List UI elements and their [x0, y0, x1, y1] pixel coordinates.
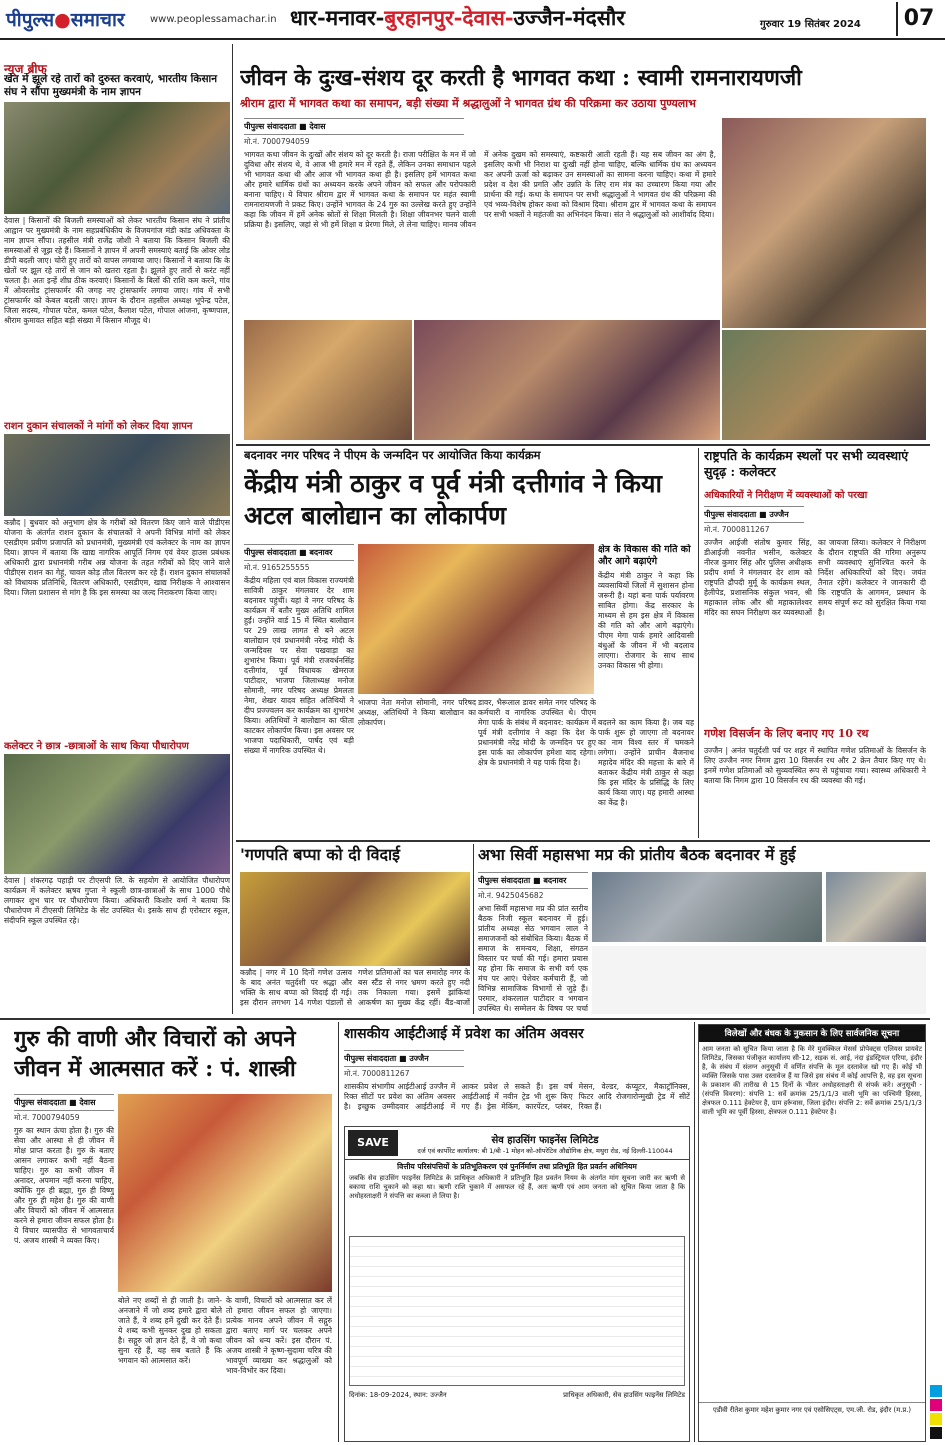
lead-photo-caption: भाजपा नेता मनोज सोमानी, नगर परिषद अध्यक्ष, अतिथियों ने किया बालोद्यान का लोकार्पण। — [358, 698, 476, 727]
guru-body-col3: के वाणी, विचारों को आत्मसात कर लें तो हमारा जीवन सफल हो जाएगा। प्रत्येक मानव अपने जीवन में सद्गुरु द्वारा बताए मार्ग पर चलकर अपने जीवन को धन्य करें। इस दौरान पं. अजय शास्त्री ने कृष्ण-सुदामा चरित्र की भावपूर्ण व्याख्या कर श्रद्धालुओं को भाव-विभोर कर दिया। — [226, 1296, 332, 1375]
lead-headline: केंद्रीय मंत्री ठाकुर व पूर्व मंत्री दत्तीगांव ने किया अटल बालोद्यान का लोकार्पण — [244, 469, 662, 530]
save-logo-icon: SAVE — [348, 1130, 398, 1156]
lead-body-col1: पीपुल्स संवाददाता ■ बदनावर मो.नं. 9165255555 केंद्रीय महिला एवं बाल विकास राज्यमंत्री सावित्री ठाकुर मंगलवार देर शाम बदनावर पहुंचीं। यहां वे नगर परिषद के कार्यक्रम में बतौर मुख्य अतिथि शामिल हुईं। उन्होंने वार्ड 15 में स्थित बालोद्यान पर 29 लाख लागत से बने अटल बालोद्यान एवं प्रधानमंत्री नरेन्द्र मोदी के जन्मदिवस पर सेवा पखवाड़ा का शुभारंभ किया। पूर्व मंत्री राजवर्धनसिंह दत्तीगांव, पूर्व विधायक खेमराज पाटीदार, भाजपा जिलाध्यक्ष मनोज सोमानी, नगर परिषद अध्यक्ष प्रेमलता नेमा, शेखर यादव सहित अतिथियों ने दीप प्रज्ज्वलन कर कार्यक्रम का शुभारंभ किया। अतिथियों ने बालोद्यान का फीता काटकर लोकार्पण किया। इस अवसर पर भाजपा पदाधिकारी, पार्षद एवं बड़ी संख्या में नागरिक उपस्थित थे। — [244, 544, 354, 836]
ganpati-headline: 'गणपति बप्पा को दी विदाई — [240, 845, 401, 864]
abhas-body: पीपुल्स संवाददाता ■ बदनावर मो.नं. 9425045682 अभा सिर्वी महासभा मप्र की प्रांत स्तरीय बैठक निजी स्कूल बदनावर में हुई। प्रांतीय अध्यक्ष सेठ भगवान लाल ने समाजजनों को संबोधित किया। बैठक में समाज के समन्वय, शिक्षा, संगठन विस्तार पर चर्चा की गई। हमारा प्रयास यह होना कि समाज के सभी वर्ग एक मंच पर आएं। पेशेवर कर्मचारी हैं, जो विभिन्न सामाजिक विभागों से जुड़े हैं। परमार, शंकरलाल पाटीदार व भगवान उपस्थित थे। सम्मेलन के विषय पर चर्चा — [478, 872, 588, 1014]
newspaper-logo[interactable]: पीपुल्स●समाचार — [6, 9, 125, 31]
abhas-headline: अभा सिर्वी महासभा मप्र की प्रांतीय बैठक बदनावर में हुई — [478, 845, 796, 864]
section-divider — [236, 840, 930, 842]
masthead — [0, 0, 945, 40]
column-divider — [232, 44, 233, 1014]
column-divider — [698, 448, 699, 838]
edition-title: धार-मनावर-बुरहानपुर-देवास-उज्जैन-मंदसौर — [290, 5, 625, 30]
inauguration-photo — [358, 544, 594, 694]
guru-body-col2: बोले नए शब्दों से ही जाती है। जाने-अनजाने में जो शब्द हमारे द्वारा बोले जाते हैं, वे शब्द हमें दुखी कर देते हैं। ये शब्द कभी सुनकर दुख हो सकता है। सद्गुरु जो ज्ञान देते हैं, वे जो कथा सुना रहे हैं, यह सब बताते हैं कि भगवान को आत्मसात करें। — [118, 1296, 222, 1365]
pandit-shastri-photo — [118, 1094, 332, 1292]
section-label: न्यूज ब्रीफ — [4, 62, 47, 76]
right-story-text: पीपुल्स संवाददाता ■ उज्जैन मो.नं. 7000811267 उज्जैन आईजी संतोष कुमार सिंह, डीआईजी नवनीत भसीन, कलेक्टर नीरज कुमार सिंह और पुलिस अधीक्षक प्रदीप शर्मा ने मंगलवार देर शाम को राष्ट्रपति द्रौपदी मुर्मू के कार्यक्रम स्थल, हेलीपेड, प्रशासनिक संकुल भवन, श्री महाकाल लोक और श्री महाकालेश्वर मंदिर का सघन निरीक्षण कर व्यवस्थाओं का जायजा लिया। कलेक्टर ने निरीक्षण के दौरान राष्ट्रपति की गरिमा अनुरूप सभी व्यवस्थाएं सुनिश्चित करने के निर्देश अधिकारियों को दिए। जयंत तैनात रहेंगे। कलेक्टर ने जानकारी दी कि राष्ट्रपति के आगमन, प्रस्थान के समय संपूर्ण रूट को सुरक्षित किया गया है। — [704, 506, 926, 724]
column-divider — [473, 844, 474, 1014]
housing-finance-ad: SAVE सेव हाउसिंग फाइनेंस लिमिटेड दर्ज एवं कार्पोरेट कार्यालय: बी 1/बी -1 मोहन को-ऑपरेटिव औद्योगिक क्षेत्र, मथुरा रोड, नई दिल्ली-110044 वित्तीय परिसंपत्तियों के प्रतिभूतिकरण एवं पुनर्निर्माण तथा प्रतिभूति हित प्रवर्तन अधिनियम जबकि सेव हाउसिंग फाइनेंस लिमिटेड के प्राधिकृत अधिकारी ने प्रतिभूति हित प्रवर्तन नियम के अंतर्गत मांग सूचना जारी कर ऋणी से बकाया राशि चुकाने को कहा था। ऋणी राशि चुकाने में असफल रहे हैं, अतः ऋणी एवं आम जनता को सूचित किया जाता है कि अधोहस्ताक्षरी ने संपत्ति का कब्जा ले लिया है। दिनांक: 18-09-2024, स्थान: उज्जैन प्राधिकृत अधिकारी, सेव हाउसिंग फाइनेंस लिमिटेड — [344, 1126, 690, 1442]
abhas-text-block — [592, 946, 926, 1014]
top-story-headline: जीवन के दुःख-संशय दूर करती है भागवत कथा : स्वामी रामनारायणजी — [240, 65, 802, 91]
guru-headline: गुरु की वाणी और विचारों को अपने जीवन में आत्मसात करें : पं. शास्त्री — [14, 1026, 296, 1082]
ganesh-visarjan-headline: गणेश विसर्जन के लिए बनाए गए 10 रथ — [704, 727, 869, 740]
lead-body-col4: बदलने का काम किया है। जब यह पार्क शुरू हो जाएगा तो बदनावर का नाम विश्व स्तर में चमकने लगेगा। उन्होंने प्राचीन बैजनाथ महादेव मंदिर की महत्ता के बारे में बताकर केंद्रीय मंत्री ठाकुर से कहा कि इस मंदिर के प्रसिद्धि के लिए कार्य किया जाए। यह हमारी आस्था का केंद्र है। — [598, 718, 694, 807]
story3-body: देवास | शंकरगढ़ पहाड़ी पर टीएसपी लि. के सहयोग से आयोजित पौधारोपण कार्यक्रम में कलेक्टर ऋषव गुप्ता ने स्कूली छात्र-छात्राओं के साथ 1000 पौधे लगाकर शुभ चार पर पौधारोपण किया। अधिकारी किशोर वर्मा ने बताया कि पौधारोपण में टीएसपी लिमिटेड के सेंट उपस्थित थे। इसके साथ ही एरोस्टार स्कूल, संदीपनि स्कूल उपस्थित रहे। — [4, 876, 230, 925]
site-url[interactable]: www.peoplessamachar.in — [150, 14, 277, 25]
story3-headline: कलेक्टर ने छात्र -छात्राओं के साथ किया पौधारोपण — [4, 741, 189, 752]
devotees-photo-1 — [244, 320, 412, 440]
color-registration-strip — [930, 40, 945, 1445]
lead-sidebar: क्षेत्र के विकास की गति को और आगे बढ़ाएंगे केंद्रीय मंत्री ठाकुर ने कहा कि व्यवसायियों जिलों में सुशासन होना जरूरी है। यहां बना पार्क पर्यावरण साबित होगा। केंद्र सरकार के माध्यम से हम इस क्षेत्र में विकास की गति को और आगे बढ़ाएंगे। पीएम मेगा पार्क हमारे आदिवासी बंधुओं के जीवन में भी बदलाव लाएगा। रोजगार के साथ साथ उनका विकास भी होगा। — [598, 544, 694, 670]
column-divider — [338, 1022, 339, 1442]
ganpati-body: कन्नौद | नगर में 10 दिनों गणेश उत्सव के बाद अनंत चतुर्दशी पर श्रद्धा और भक्ति के साथ बप्पा को विदाई दी गई। इस दौरान लगभग 14 गणेश पंडालों से गणेश प्रतिमाओं का चल समारोह नगर के बस स्टैंड से नगर भ्रमण करते हुए नदी तक निकाला गया। इसमें झांकियां आकर्षण का मुख्य केंद्र रहीं। बैंड-बाजों — [240, 968, 470, 1007]
top-story-subhead: श्रीराम द्वारा में भागवत कथा का समापन, बड़ी संख्या में श्रद्धालुओं ने भागवत ग्रंथ की परिक्रमा कर उठाया पुण्यलाभ — [240, 97, 696, 110]
lead-kicker: बदनावर नगर परिषद ने पीएम के जन्मदिन पर आयोजित किया कार्यक्रम — [244, 448, 541, 462]
iti-headline: शासकीय आईटीआई में प्रवेश का अंतिम अवसर — [344, 1026, 584, 1042]
farmers-photo — [4, 102, 230, 214]
story2-body: कन्नौद | बुधवार को अनुभाग क्षेत्र के गरीबों को वितरण किए जाने वाले पीडीएस योजना के अंतर्गत राशन दुकान के संचालकों ने अपनी विभिन्न मांगों को लेकर एसडीएम प्रवीण प्रजापति को प्रधानमंत्री, मुख्यमंत्री एवं कलेक्टर के नाम का ज्ञापन दिया। ज्ञापन में बताया कि खाद्य नागरिक आपूर्ति निगम एवं वेयर हाउस प्रबंधक अधिकारी द्वारा प्रधानमंत्री गरीब अन्न योजना के तहत गरीबों को दिए जाने वाले पीडीएस राशन का गेहूं, चावल कोड़ तौल वितरण कर रहे हैं। राशन दुकान संचालकों को विधायक प्रतिनिधि, वितरण अधिकारी, एसडीएम, खाद्य निरीक्षक ने आश्वासन दिया। जिला प्रशासन से मांग है कि इस समस्या का जल्द निराकरण किया जाए। — [4, 518, 230, 597]
story2-headline: राशन दुकान संचालकों ने मांगों को लेकर दिया ज्ञापन — [4, 421, 193, 432]
column-divider — [694, 1022, 695, 1442]
meeting-photo-2 — [826, 872, 926, 942]
ration-dealers-photo — [4, 434, 230, 516]
right-story-subhead: अधिकारियों ने निरीक्षण में व्यवस्थाओं को परखा — [704, 490, 868, 501]
top-story-text: पीपुल्स संवाददाता ■ देवास मो.नं. 7000794059 भागवत कथा जीवन के दुःखों और संशय को दूर करती है। राजा परीक्षित के मन में जो दुविधा और संशय थे, वे आज भी हमारे मन में रहते हैं, लेकिन उनका समाधान पहले भी भागवत कथा थी और आज भी भागवत कथा ही है। इसलिए हमें भागवत कथा और हमारे धार्मिक ग्रंथों का अध्ययन करके अपने जीवन को सफल और परोपकारी बनाना चाहिए। ये विचार श्रीराम द्वार में भागवत कथा के समापन पर महंत स्वामी रामनारायणजी ने प्रकट किए। उन्होंने भागवत के 24 गुरु का उल्लेख करते हुए उन्होंने कहा कि जीवन में हमें अनेक स्रोतों से शिक्षा मिलती है। शिक्षा जीवनभर चलने वाली प्रक्रिया है। इसलिए, जहां से भी हमें शिक्षा व प्रेरणा मिले, ले लेना चाहिए। मानव जीवन में अनेक दुखम को समस्याएं, कष्टकारी आती रहती हैं। यह सब जीवन का अंग है, इसलिए कभी भी निराश या दुःखी नहीं होना चाहिए, बल्कि धार्मिक ग्रंथ का अध्ययन कर अपनी ऊर्जा को बढ़ाकर उन समस्याओं का सामना करना चाहिए। कथा में हमारे प्रदेश व देश की प्रगति और उन्नति के लिए राम मंत्र का उच्चारण किया गया और प्रार्थना की गई। कथा के समापन पर सभी श्रद्धालुओं ने भागवत ग्रंथ की परिक्रमा की एवं भव्य-विशेष होकर कथा को विश्राम दिया। श्रीराम द्वार में भागवत कथा के समापन पर सभी भक्तों ने महंतजी का अभिनंदन किया। संत ने श्रद्धालुओं को आशीर्वाद दिया। — [244, 118, 716, 318]
lead-body-col3: डावर, भैरूलाल डावर समेत नगर परिषद के कर्मचारी व नागरिक उपस्थित थे। पीएम मेगा पार्क के संबंध में बदनावर: कार्यक्रम में पूर्व मंत्री दत्तीगांव ने कहा कि देश के प्रधानमंत्री नरेंद्र मोदी के जन्मदिन पर हुए इस पार्क का लोकार्पण हमेशा याद रहेगा। क्षेत्र के प्रधानमंत्री ने यह पार्क दिया है। — [478, 698, 596, 767]
right-story-headline: राष्ट्रपति के कार्यक्रम स्थलों पर सभी व्यवस्थाएं सुदृढ़ : कलेक्टर — [704, 448, 909, 479]
notice-table — [349, 1236, 685, 1386]
ganpati-procession-photo — [240, 872, 470, 966]
devotees-photo-2 — [414, 320, 720, 440]
section-divider — [236, 444, 930, 446]
dateline: गुरुवार 19 सितंबर 2024 — [760, 19, 861, 30]
public-notice-ad: विलेखों और बंधक के नुकसान के लिए सार्वजनिक सूचना आम जनता को सूचित किया जाता है कि मेरे मुवक्किल मेसर्स प्रोपेक्ट्स एलियस प्रायवेट लिमिटेड, जिसका पंजीकृत कार्यालय सी-12, सड़क सं. आई, नंदा इंडस्ट्रियल एरिया, इंदौर है, के संबंध में संलग्न अनुसूची में वर्णित संपत्ति के मूल दस्तावेज खो गए हैं। कोई भी व्यक्ति जिसके पास उक्त दस्तावेज हैं या जिसे इस संबंध में कोई आपत्ति है, वह इस सूचना के प्रकाशन की तारीख से 15 दिनों के भीतर अधोहस्ताक्षरी से संपर्क करे। अनुसूची - (संपत्ति विवरण): संपत्ति 1: सर्वे क्रमांक 25/1/1/3 वाली भूमि का पश्चिमी हिस्सा, क्षेत्रफल 0.111 हेक्टेयर है, ग्राम हर्रूवास, जिला इंदौर। संपत्ति 2: सर्वे क्रमांक 25/1/1/3 वाली भूमि का पूर्वी हिस्सा, क्षेत्रफल 0.111 हेक्टेयर है। एडीवी रीतेश कुमार महेश कुमार नगर एवं एसोसिएट्स, एम.जी. रोड, इंदौर (म.प्र.) — [698, 1024, 926, 1442]
iti-body: पीपुल्स संवाददाता ■ उज्जैन मो.नं. 7000811267 शासकीय संभागीय आईटीआई उज्जैन में रिक्त सीटों पर प्रवेश का अंतिम अवसर है। इच्छुक उम्मीदवार आईटीआई में आकर प्रवेश ले सकते हैं। इस वर्ष आईटीआई में नवीन ट्रेड भी शुरू किए गए हैं। ड्रेस मेकिंग, कारपेंटर, प्लंबर, मेसन, वेल्डर, कंप्यूटर, मैकाट्रॉनिक्स, फिटर आदि रोजगारोन्मुखी ट्रेड में सीटें रिक्त हैं। — [344, 1050, 690, 1124]
devotees-photo-3 — [722, 330, 926, 440]
meeting-photo — [592, 872, 822, 942]
plantation-photo — [4, 754, 230, 874]
guru-body-col1: पीपुल्स संवाददाता ■ देवास मो.नं. 7000794059 गुरु का स्थान ऊंचा होता है। गुरु की सेवा और आस्था से ही जीवन में मोक्ष प्राप्त करता है। गुरु के बताए आसन लगाकर कभी नहीं बैठना चाहिए। गुरु का कभी जीवन में अनादर, अपमान नहीं करना चाहिए, क्योंकि गुरु ही ब्रह्मा, गुरु ही विष्णु और गुरु ही महेश है। गुरु की वाणी और विचारों को जीवन में आत्मसात करने से हमारा जीवन सफल होता है। ये विचार व्यासपीठ से भागवताचार्य पं. अजय शास्त्री ने व्यक्त किए। — [14, 1094, 114, 1440]
story1-body: देवास | किसानों की बिजली समस्याओं को लेकर भारतीय किसान संघ ने प्रांतीय आह्वान पर मुख्यमंत्री के नाम सहप्रबंधिकीय के विजयगांज मंडी कांड अधिवक्ता के नाम ज्ञापन सौंपा। तहसील मंत्री राजेंद्र जोशी ने बताया कि किसान बिजली की समस्याओं से जूझ रहे हैं। किसानों ने ज्ञापन में अपनी समस्याएं बताई कि ओवर लोड डीपी बदली जाए। चोरी हुए तारों को वापस लगवाया जाए। किसानों ने बताया कि के खेतों पर झूल रहे तारों से जान को खतरा रहता है। झूलते हुए तारों से करंट नहीं चलता है। अतः इन्हें शीघ्र ठीक करवाएं। किसानों के बिलों की राशि कम करने, गांव में ओवरलोड ट्रांसफार्मर की जगह नए ट्रांसफार्मर लगाया जाए। गांव में सभी ट्रांसफार्मर को केबल बदली जाए। ज्ञापन के दौरान तहसील अध्यक्ष भूपेन्द्र पटेल, जिला सदस्य, गोपाल पटेल, कमल पटेल, कैलाश पटेल, गोपाल आंजना, कृष्णपाल, श्रीराम कुमावत सहित बड़ी संख्या में किसान मौजूद थे। — [4, 216, 230, 325]
ganesh-visarjan-body: उज्जैन | अनंत चतुर्दशी पर्व पर शहर में स्थापित गणेश प्रतिमाओं के विसर्जन के लिए उज्जैन नगर निगम द्वारा 10 विसर्जन रथ और 2 क्रेन तैयार किए गए थे। इनमें गणेश प्रतिमाओं को सुव्यवस्थित रूप से पहुंचाया गया। स्वास्थ्य अधिकारी ने बताया कि निगम द्वारा 10 विसर्जन रथ की व्यवस्था की गई। — [704, 746, 926, 785]
page-number: 07 — [896, 2, 940, 36]
story1-headline: खेत में झूले रहे तारों को दुरुस्त करवाएं, भारतीय किसान संघ ने सौंपा मुख्यमंत्री के नाम ज्ञापन — [4, 73, 218, 98]
section-divider — [0, 1018, 930, 1020]
bhagwat-katha-photo — [722, 118, 926, 328]
